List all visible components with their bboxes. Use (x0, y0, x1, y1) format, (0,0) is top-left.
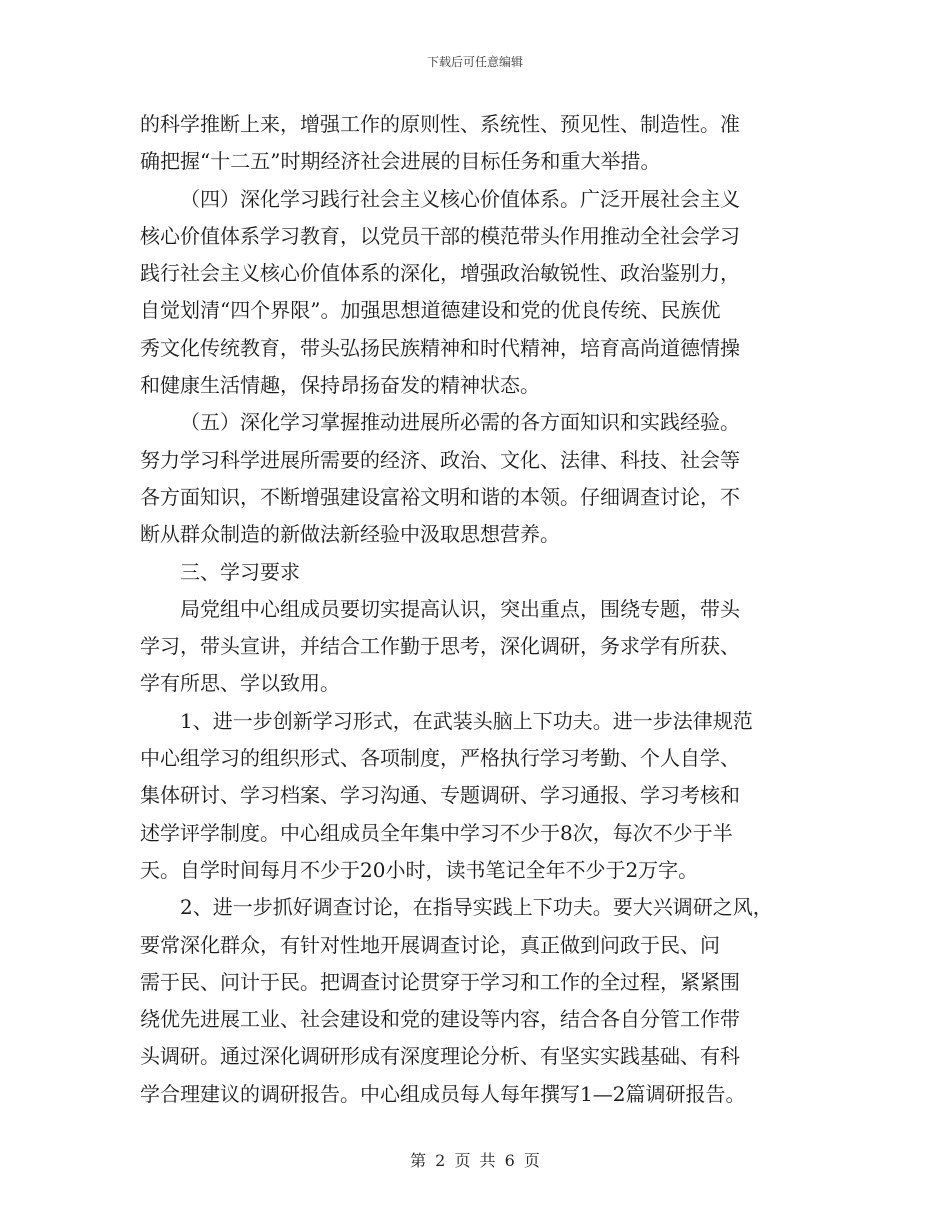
text-line: 1、进一步创新学习形式，在武装头脑上下功夫。进一步法律规范 (180, 708, 753, 733)
text-line: 自觉划清“四个界限”。加强思想道德建设和党的优良传统、民族优 (140, 298, 721, 323)
text-line: 学习，带头宣讲，并结合工作勤于思考，深化调研，务求学有所获、 (140, 634, 740, 659)
text-line: 学合理建议的调研报告。中心组成员每人每年撰写1—2篇调研报告。 (140, 1081, 746, 1106)
text-line: 要常深化群众，有针对性地开展调查讨论，真正做到问政于民、问 (140, 932, 720, 957)
text-line: 的科学推断上来，增强工作的原则性、系统性、预见性、制造性。准 (140, 112, 740, 136)
text-line: 头调研。通过深化调研形成有深度理论分析、有坚实实践基础、有科 (140, 1044, 740, 1069)
page-footer: 第 2 页 共 6 页 (410, 1151, 540, 1170)
text-line: （四）深化学习践行社会主义核心价值体系。广泛开展社会主义 (180, 186, 740, 211)
text-line: 天。自学时间每月不少于20小时，读书笔记全年不少于2万字。 (140, 857, 699, 882)
text-line: （五）深化学习掌握推动进展所必需的各方面知识和实践经验。 (180, 410, 740, 435)
text-line: 集体研讨、学习档案、学习沟通、专题调研、学习通报、学习考核和 (140, 783, 740, 808)
text-line: 2、进一步抓好调查讨论，在指导实践上下功夫。要大兴调研之风， (180, 895, 773, 920)
text-line: 需于民、问计于民。把调查讨论贯穿于学习和工作的全过程，紧紧围 (140, 969, 740, 994)
text-line: 学有所思、学以致用。 (140, 671, 340, 696)
page-header: 下载后可任意编辑 (426, 55, 523, 69)
text-line: 述学评学制度。中心组成员全年集中学习不少于8次，每次不少于半 (140, 820, 733, 845)
text-line: 秀文化传统教育，带头弘扬民族精神和时代精神，培育高尚道德情操 (140, 335, 740, 360)
text-line: 各方面知识，不断增强建设富裕文明和谐的本领。仔细调查讨论，不 (140, 484, 740, 509)
text-line: 中心组学习的组织形式、各项制度，严格执行学习考勤、个人自学、 (140, 746, 740, 771)
text-line: 绕优先进展工业、社会建设和党的建设等内容，结合各自分管工作带 (140, 1007, 740, 1032)
text-line: 和健康生活情趣，保持昂扬奋发的精神状态。 (140, 373, 540, 398)
text-line: 确把握“十二五”时期经济社会进展的目标任务和重大举措。 (140, 149, 661, 174)
document-body (140, 106, 820, 1113)
text-line: 断从群众制造的新做法新经验中汲取思想营养。 (140, 522, 560, 547)
text-line: 践行社会主义核心价值体系的深化，增强政治敏锐性、政治鉴别力， (140, 261, 740, 286)
text-line: 三、学习要求 (180, 559, 300, 584)
text-line: 核心价值体系学习教育，以党员干部的模范带头作用推动全社会学习 (140, 223, 740, 248)
text-line: 努力学习科学进展所需要的经济、政治、文化、法律、科技、社会等 (140, 447, 740, 472)
text-line: 局党组中心组成员要切实提高认识，突出重点，围绕专题，带头 (180, 596, 740, 621)
